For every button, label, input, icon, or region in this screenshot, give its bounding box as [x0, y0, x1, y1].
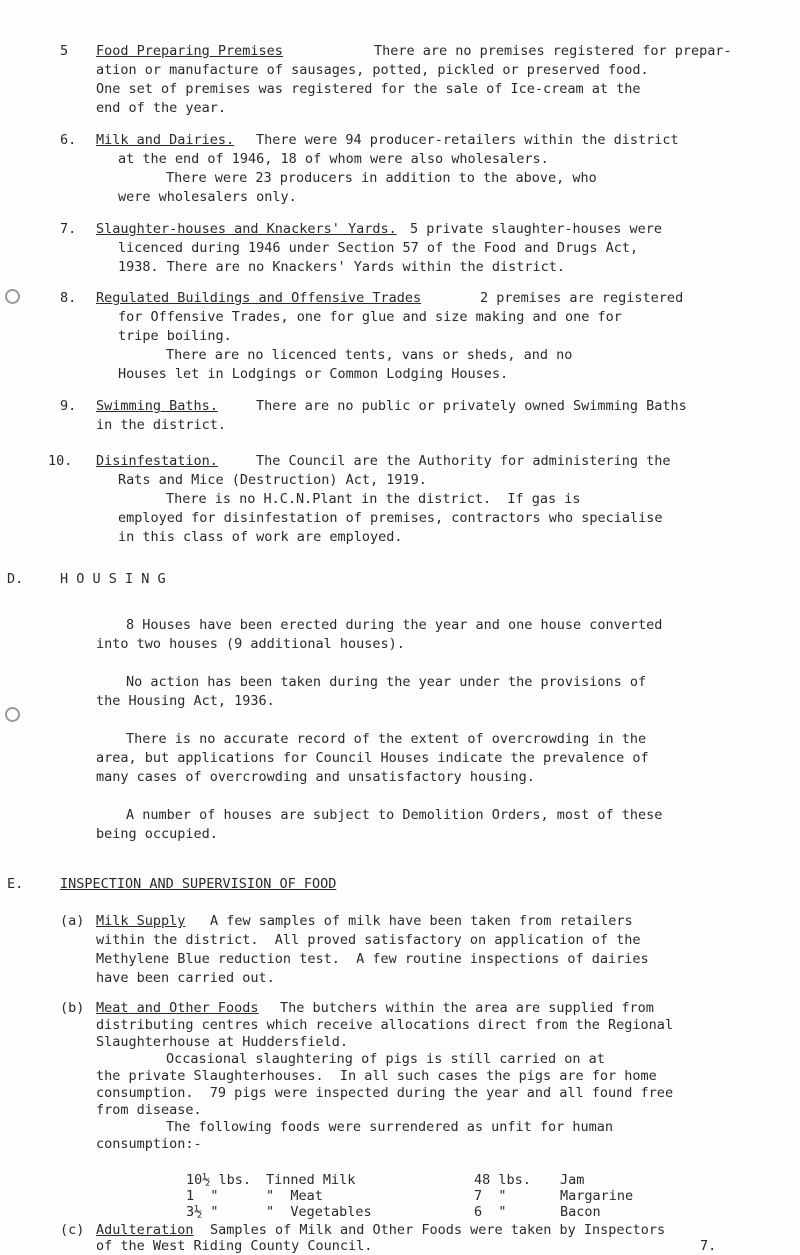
section-7-text: 1938. There are no Knackers' Yards within the district. — [118, 259, 566, 275]
food-item: Jam — [560, 1172, 585, 1188]
section-5-number: 5 — [60, 43, 69, 59]
section-5-text: One set of premises was registered for the sale of Ice-cream at the — [96, 81, 641, 97]
meat-foods-text: consumption. 79 pigs were inspected during the year and all found free — [96, 1085, 674, 1101]
food-qty: 48 lbs. — [474, 1172, 531, 1188]
section-8-text: 2 premises are registered — [480, 290, 684, 306]
section-7-text: licenced during 1946 under Section 57 of the Food and Drugs Act, — [118, 240, 639, 256]
adulteration-overlay — [0, 1158, 1, 1159]
milk-supply-text: Methylene Blue reduction test. A few routine inspections of dairies — [96, 951, 649, 967]
page-number: 7. — [700, 1238, 717, 1254]
section-8-title: Regulated Buildings and Offensive Trades — [96, 290, 422, 306]
housing-text: area, but applications for Council Houses indicate the prevalence of — [96, 750, 649, 766]
meat-foods-text: Occasional slaughtering of pigs is still carried on at — [166, 1051, 605, 1067]
inspection-letter: E. — [7, 876, 24, 892]
inspection-heading: INSPECTION AND SUPERVISION OF FOOD — [60, 876, 337, 892]
section-9-text: There are no public or privately owned Swimming Baths — [256, 398, 687, 414]
housing-text: into two houses (9 additional houses). — [96, 636, 405, 652]
section-8-text: Houses let in Lodgings or Common Lodging Houses. — [118, 366, 509, 382]
food-qty: 3½ " — [186, 1204, 219, 1220]
meat-foods-label: (b) — [60, 1000, 85, 1016]
food-item: Tinned Milk — [266, 1172, 356, 1188]
section-5-title: Food Preparing Premises — [96, 43, 283, 59]
housing-text: many cases of overcrowding and unsatisfactory housing. — [96, 769, 535, 785]
punch-hole-top — [5, 289, 20, 304]
section-5-text: end of the year. — [96, 100, 227, 116]
housing-letter: D. — [7, 571, 24, 587]
food-qty: 1 " — [186, 1188, 219, 1204]
punch-hole-bottom — [5, 707, 20, 722]
section-8-number: 8. — [60, 290, 77, 306]
meat-foods-text: from disease. — [96, 1102, 202, 1118]
housing-text: 8 Houses have been erected during the year and one house converted — [126, 617, 663, 633]
meat-foods-title: Meat and Other Foods — [96, 1000, 259, 1016]
section-10-text: employed for disinfestation of premises, contractors who specialise — [118, 510, 663, 526]
section-8-text: There are no licenced tents, vans or sheds, and no — [166, 347, 573, 363]
milk-supply-text: have been carried out. — [96, 970, 275, 986]
adulteration-text: of the West Riding County Council. — [96, 1238, 373, 1254]
section-6-text: There were 23 producers in addition to the above, who — [166, 170, 597, 186]
meat-foods-text: The butchers within the area are supplied from — [280, 1000, 654, 1016]
section-6-text: at the end of 1946, 18 of whom were also wholesalers. — [118, 151, 549, 167]
housing-text: being occupied. — [96, 826, 218, 842]
food-qty: 10½ lbs. — [186, 1172, 252, 1188]
meat-foods-text: The following foods were surrendered as unfit for human — [166, 1119, 614, 1135]
housing-text: A number of houses are subject to Demolition Orders, most of these — [126, 807, 663, 823]
milk-supply-title: Milk Supply — [96, 913, 186, 929]
section-6-text: There were 94 producer-retailers within the district — [256, 132, 679, 148]
adulteration-text: Samples of Milk and Other Foods were taken by Inspectors — [210, 1222, 666, 1238]
section-5-text: ation or manufacture of sausages, potted, pickled or preserved food. — [96, 62, 649, 78]
section-9-title: Swimming Baths. — [96, 398, 218, 414]
food-item: Margarine — [560, 1188, 634, 1204]
milk-supply-text: within the district. All proved satisfactory on application of the — [96, 932, 641, 948]
section-10-text: The Council are the Authority for administering the — [256, 453, 671, 469]
food-item: Bacon — [560, 1204, 601, 1220]
adulteration-label: (c) — [60, 1222, 85, 1238]
food-qty: 6 " — [474, 1204, 507, 1220]
section-10-text: Rats and Mice (Destruction) Act, 1919. — [118, 472, 427, 488]
section-5-text: There are no premises registered for prepar- — [374, 43, 732, 59]
milk-supply-label: (a) — [60, 913, 85, 929]
milk-supply-text: A few samples of milk have been taken from retailers — [210, 913, 633, 929]
adulteration-title: Adulteration — [96, 1222, 194, 1238]
meat-foods-text: the private Slaughterhouses. In all such cases the pigs are for home — [96, 1068, 657, 1084]
food-item: " Vegetables — [266, 1204, 372, 1220]
section-10-number: 10. — [48, 453, 73, 469]
housing-text: the Housing Act, 1936. — [96, 693, 275, 709]
meat-foods-text: distributing centres which receive allocations direct from the Regional — [96, 1017, 674, 1033]
food-item: " Meat — [266, 1188, 323, 1204]
meat-foods-text: Slaughterhouse at Huddersfield. — [96, 1034, 348, 1050]
section-7-title: Slaughter-houses and Knackers' Yards. — [96, 221, 397, 237]
food-qty: 7 " — [474, 1188, 507, 1204]
housing-heading: H O U S I N G — [60, 571, 166, 587]
section-10-title: Disinfestation. — [96, 453, 218, 469]
section-6-text: were wholesalers only. — [118, 189, 297, 205]
section-6-title: Milk and Dairies. — [96, 132, 235, 148]
section-7-number: 7. — [60, 221, 77, 237]
section-9-text: in the district. — [96, 417, 227, 433]
section-8-text: for Offensive Trades, one for glue and size making and one for — [118, 309, 622, 325]
meat-foods-text: consumption:- — [96, 1136, 202, 1152]
section-10-text: in this class of work are employed. — [118, 529, 403, 545]
housing-text: There is no accurate record of the extent of overcrowding in the — [126, 731, 647, 747]
section-8-text: tripe boiling. — [118, 328, 232, 344]
housing-text: No action has been taken during the year under the provisions of — [126, 674, 647, 690]
section-9-number: 9. — [60, 398, 77, 414]
section-7-text: 5 private slaughter-houses were — [410, 221, 662, 237]
section-10-text: There is no H.C.N.Plant in the district. If gas is — [166, 491, 581, 507]
section-6-number: 6. — [60, 132, 77, 148]
